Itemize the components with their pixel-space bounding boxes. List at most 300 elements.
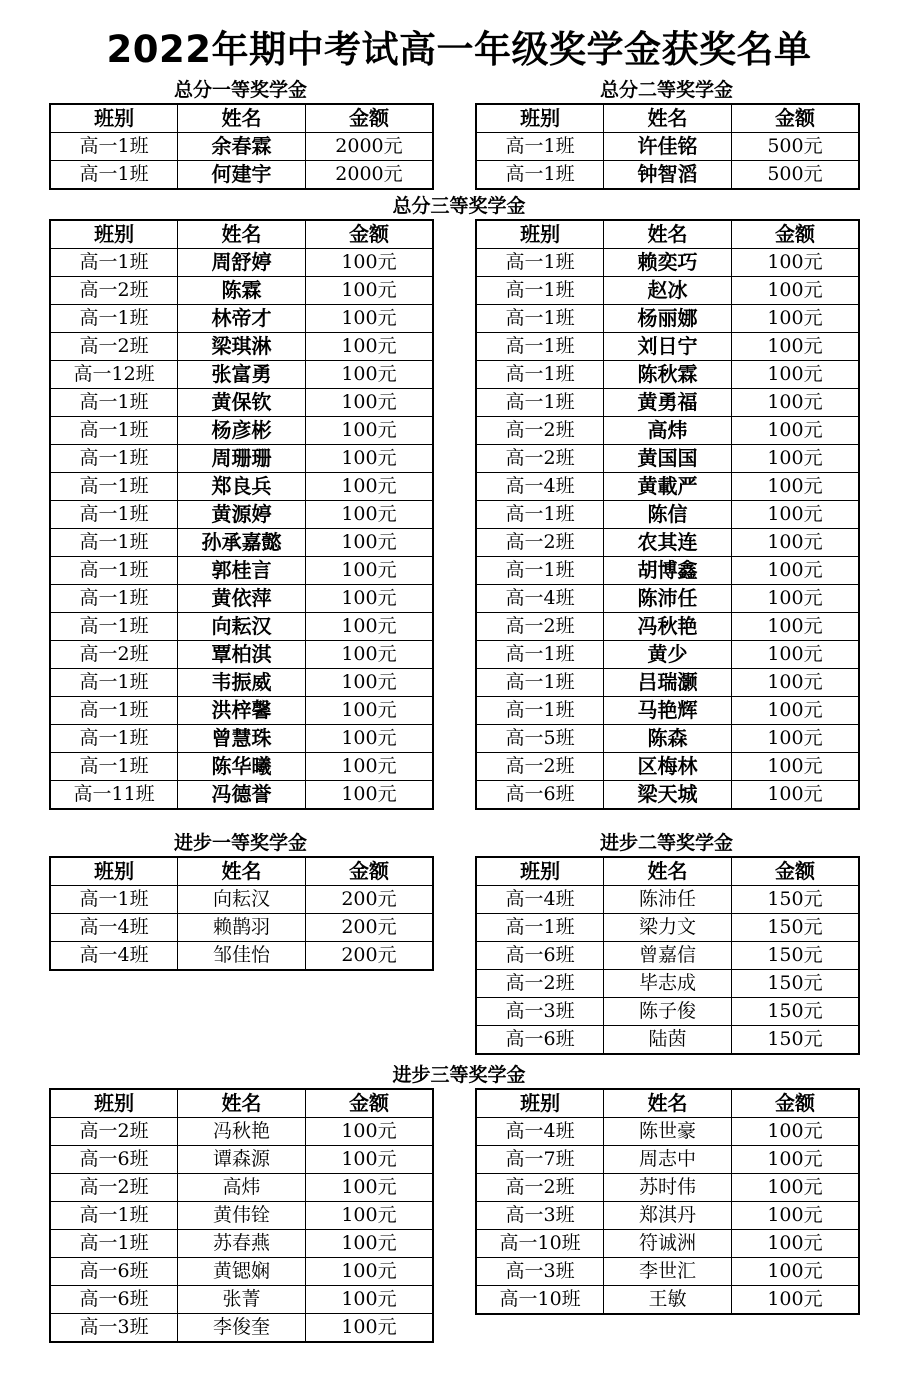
cell-name: 陈秋霖 [604, 361, 732, 389]
cell-class: 高一3班 [476, 1202, 604, 1230]
cell-amount: 100元 [731, 725, 859, 753]
cell-name: 张富勇 [178, 361, 306, 389]
cell-class: 高一2班 [50, 1118, 178, 1146]
cell-name: 曾嘉信 [604, 942, 732, 970]
cell-name: 黄保钦 [178, 389, 306, 417]
cell-amount: 100元 [305, 333, 433, 361]
header-name: 姓名 [604, 220, 732, 249]
cell-name: 马艳辉 [604, 697, 732, 725]
table-row [50, 641, 433, 669]
cell-amount: 100元 [731, 1258, 859, 1286]
cell-class: 高一11班 [50, 781, 178, 810]
cell-name: 黄锶娴 [178, 1258, 306, 1286]
cell-class: 高一2班 [50, 333, 178, 361]
cell-class: 高一1班 [476, 133, 604, 161]
cell-amount: 200元 [305, 886, 433, 914]
table-row [50, 1314, 433, 1343]
table-row [50, 697, 433, 725]
table-row [476, 1202, 859, 1230]
header-class: 班别 [476, 104, 604, 133]
cell-name: 郑良兵 [178, 473, 306, 501]
cell-amount: 100元 [731, 557, 859, 585]
cell-class: 高一1班 [476, 249, 604, 277]
table-row [476, 1230, 859, 1258]
cell-class: 高一6班 [476, 781, 604, 810]
cell-class: 高一1班 [476, 697, 604, 725]
table-row [476, 725, 859, 753]
cell-name: 黄源婷 [178, 501, 306, 529]
cell-amount: 2000元 [305, 161, 433, 190]
table-row [50, 277, 433, 305]
cell-class: 高一1班 [476, 333, 604, 361]
cell-amount: 100元 [731, 1286, 859, 1315]
cell-class: 高一1班 [50, 1230, 178, 1258]
cell-amount: 100元 [305, 1174, 433, 1202]
table-row [476, 914, 859, 942]
cell-amount: 200元 [305, 942, 433, 971]
cell-amount: 100元 [305, 557, 433, 585]
cell-amount: 100元 [731, 529, 859, 557]
cell-amount: 100元 [731, 1146, 859, 1174]
cell-class: 高一6班 [476, 1026, 604, 1055]
cell-class: 高一4班 [50, 914, 178, 942]
table-row [476, 361, 859, 389]
section-title-progress-third: 进步三等奖学金 [392, 1064, 526, 1086]
table-progress-third-left [49, 1088, 434, 1343]
header-class: 班别 [476, 1089, 604, 1118]
header-name: 姓名 [604, 857, 732, 886]
table-row [50, 1118, 433, 1146]
table-row [476, 473, 859, 501]
cell-name: 吕瑞灏 [604, 669, 732, 697]
cell-class: 高一4班 [476, 1118, 604, 1146]
header-amount: 金额 [731, 1089, 859, 1118]
header-amount: 金额 [305, 1089, 433, 1118]
table-row [476, 613, 859, 641]
cell-amount: 100元 [731, 501, 859, 529]
cell-name: 黄伟铨 [178, 1202, 306, 1230]
header-amount: 金额 [731, 857, 859, 886]
table-row [476, 557, 859, 585]
table-row [476, 886, 859, 914]
table-row [50, 249, 433, 277]
cell-class: 高一1班 [50, 585, 178, 613]
cell-class: 高一1班 [476, 161, 604, 190]
cell-class: 高一6班 [50, 1146, 178, 1174]
cell-class: 高一2班 [476, 445, 604, 473]
cell-amount: 100元 [731, 389, 859, 417]
table-total-third-right [475, 219, 860, 810]
header-amount: 金额 [305, 104, 433, 133]
cell-amount: 150元 [731, 998, 859, 1026]
cell-amount: 100元 [305, 305, 433, 333]
cell-class: 高一1班 [50, 389, 178, 417]
cell-amount: 100元 [731, 473, 859, 501]
cell-class: 高一1班 [50, 753, 178, 781]
cell-name: 黄国国 [604, 445, 732, 473]
cell-name: 黄依萍 [178, 585, 306, 613]
cell-class: 高一1班 [50, 1202, 178, 1230]
header-row [50, 857, 433, 886]
cell-class: 高一2班 [50, 641, 178, 669]
cell-amount: 100元 [731, 277, 859, 305]
cell-name: 区梅林 [604, 753, 732, 781]
cell-amount: 100元 [731, 417, 859, 445]
cell-amount: 100元 [731, 1230, 859, 1258]
cell-class: 高一6班 [50, 1286, 178, 1314]
cell-class: 高一1班 [476, 641, 604, 669]
cell-amount: 100元 [305, 1286, 433, 1314]
cell-class: 高一1班 [476, 389, 604, 417]
cell-amount: 100元 [305, 697, 433, 725]
table-row [476, 417, 859, 445]
cell-class: 高一2班 [476, 613, 604, 641]
cell-amount: 100元 [305, 753, 433, 781]
cell-class: 高一6班 [476, 942, 604, 970]
cell-name: 赖鹊羽 [178, 914, 306, 942]
header-row [476, 857, 859, 886]
cell-amount: 100元 [305, 473, 433, 501]
cell-name: 农其连 [604, 529, 732, 557]
cell-class: 高一1班 [476, 305, 604, 333]
table-row [476, 697, 859, 725]
table-row [476, 529, 859, 557]
cell-class: 高一1班 [50, 417, 178, 445]
cell-amount: 100元 [731, 753, 859, 781]
cell-name: 杨丽娜 [604, 305, 732, 333]
cell-name: 陈沛任 [604, 585, 732, 613]
cell-amount: 100元 [731, 1174, 859, 1202]
table-row [476, 781, 859, 810]
header-class: 班别 [50, 1089, 178, 1118]
cell-name: 梁天城 [604, 781, 732, 810]
cell-name: 何建宇 [178, 161, 306, 190]
cell-class: 高一1班 [50, 725, 178, 753]
table-row [50, 445, 433, 473]
cell-name: 陆茵 [604, 1026, 732, 1055]
cell-name: 冯德誉 [178, 781, 306, 810]
cell-amount: 100元 [731, 333, 859, 361]
cell-amount: 100元 [305, 529, 433, 557]
cell-class: 高一2班 [476, 529, 604, 557]
cell-class: 高一1班 [50, 886, 178, 914]
table-row [476, 585, 859, 613]
cell-name: 邹佳怡 [178, 942, 306, 971]
cell-name: 周珊珊 [178, 445, 306, 473]
table-row [476, 970, 859, 998]
cell-name: 冯秋艳 [178, 1118, 306, 1146]
cell-amount: 100元 [305, 613, 433, 641]
cell-amount: 150元 [731, 970, 859, 998]
table-row [476, 1258, 859, 1286]
cell-amount: 200元 [305, 914, 433, 942]
cell-amount: 100元 [305, 389, 433, 417]
cell-name: 赖奕巧 [604, 249, 732, 277]
table-row [50, 529, 433, 557]
section-title-total-third: 总分三等奖学金 [392, 195, 526, 217]
table-row [50, 305, 433, 333]
cell-class: 高一1班 [50, 249, 178, 277]
cell-class: 高一1班 [476, 669, 604, 697]
cell-name: 向耘汉 [178, 886, 306, 914]
cell-amount: 150元 [731, 1026, 859, 1055]
cell-name: 梁力文 [604, 914, 732, 942]
table-row [50, 417, 433, 445]
table-row [476, 501, 859, 529]
header-class: 班别 [50, 104, 178, 133]
header-amount: 金额 [731, 104, 859, 133]
cell-name: 毕志成 [604, 970, 732, 998]
table-row [50, 1202, 433, 1230]
table-row [476, 641, 859, 669]
cell-name: 高炜 [604, 417, 732, 445]
header-class: 班别 [476, 220, 604, 249]
cell-name: 赵冰 [604, 277, 732, 305]
cell-name: 曾慧珠 [178, 725, 306, 753]
cell-class: 高一2班 [476, 970, 604, 998]
cell-amount: 100元 [305, 1118, 433, 1146]
cell-name: 林帝才 [178, 305, 306, 333]
header-row [50, 104, 433, 133]
cell-name: 王敏 [604, 1286, 732, 1315]
table-row [50, 161, 433, 190]
cell-amount: 100元 [305, 669, 433, 697]
header-row [50, 1089, 433, 1118]
table-row [476, 277, 859, 305]
header-row [476, 104, 859, 133]
header-row [50, 220, 433, 249]
cell-class: 高一1班 [50, 613, 178, 641]
cell-class: 高一1班 [476, 501, 604, 529]
header-name: 姓名 [178, 1089, 306, 1118]
cell-amount: 100元 [305, 1230, 433, 1258]
table-row [50, 557, 433, 585]
cell-name: 郑淇丹 [604, 1202, 732, 1230]
cell-class: 高一2班 [476, 1174, 604, 1202]
header-name: 姓名 [604, 1089, 732, 1118]
cell-name: 李俊奎 [178, 1314, 306, 1343]
cell-amount: 100元 [731, 613, 859, 641]
cell-class: 高一6班 [50, 1258, 178, 1286]
table-row [476, 133, 859, 161]
cell-amount: 100元 [305, 249, 433, 277]
table-row [50, 725, 433, 753]
cell-name: 黄少 [604, 641, 732, 669]
cell-amount: 500元 [731, 133, 859, 161]
header-name: 姓名 [178, 104, 306, 133]
cell-class: 高一10班 [476, 1286, 604, 1315]
cell-class: 高一1班 [50, 161, 178, 190]
cell-name: 周舒婷 [178, 249, 306, 277]
header-amount: 金额 [305, 857, 433, 886]
table-row [476, 753, 859, 781]
table-row [50, 361, 433, 389]
cell-class: 高一2班 [476, 417, 604, 445]
cell-amount: 100元 [305, 417, 433, 445]
cell-amount: 100元 [305, 1314, 433, 1343]
cell-name: 苏时伟 [604, 1174, 732, 1202]
cell-name: 符诚洲 [604, 1230, 732, 1258]
table-row [50, 753, 433, 781]
table-row [476, 669, 859, 697]
cell-amount: 100元 [731, 305, 859, 333]
cell-name: 李世汇 [604, 1258, 732, 1286]
cell-class: 高一1班 [476, 557, 604, 585]
header-class: 班别 [50, 857, 178, 886]
header-class: 班别 [50, 220, 178, 249]
cell-amount: 100元 [305, 641, 433, 669]
cell-amount: 100元 [731, 445, 859, 473]
cell-name: 余春霖 [178, 133, 306, 161]
table-row [50, 942, 433, 971]
table-row [476, 305, 859, 333]
cell-amount: 100元 [731, 781, 859, 810]
table-total-first [49, 103, 434, 190]
cell-name: 陈森 [604, 725, 732, 753]
cell-class: 高一1班 [50, 133, 178, 161]
table-row [476, 161, 859, 190]
cell-amount: 100元 [305, 361, 433, 389]
cell-name: 韦振威 [178, 669, 306, 697]
table-row [476, 1286, 859, 1315]
table-row [50, 669, 433, 697]
cell-name: 周志中 [604, 1146, 732, 1174]
cell-class: 高一3班 [50, 1314, 178, 1343]
cell-name: 苏春燕 [178, 1230, 306, 1258]
cell-class: 高一1班 [50, 305, 178, 333]
section-title-total-first: 总分一等奖学金 [173, 79, 307, 101]
header-name: 姓名 [604, 104, 732, 133]
header-class: 班别 [476, 857, 604, 886]
cell-class: 高一4班 [476, 473, 604, 501]
cell-class: 高一1班 [50, 529, 178, 557]
header-amount: 金额 [305, 220, 433, 249]
cell-amount: 100元 [305, 1258, 433, 1286]
cell-amount: 100元 [731, 669, 859, 697]
table-total-second [475, 103, 860, 190]
cell-amount: 500元 [731, 161, 859, 190]
cell-name: 许佳铭 [604, 133, 732, 161]
cell-amount: 100元 [305, 585, 433, 613]
cell-class: 高一1班 [50, 557, 178, 585]
cell-amount: 100元 [731, 1202, 859, 1230]
table-row [476, 445, 859, 473]
header-row [476, 1089, 859, 1118]
cell-name: 郭桂言 [178, 557, 306, 585]
cell-class: 高一5班 [476, 725, 604, 753]
cell-amount: 150元 [731, 942, 859, 970]
table-row [50, 781, 433, 810]
cell-name: 钟智滔 [604, 161, 732, 190]
cell-name: 黄載严 [604, 473, 732, 501]
table-row [476, 249, 859, 277]
cell-name: 黄勇福 [604, 389, 732, 417]
cell-class: 高一1班 [476, 361, 604, 389]
page-title: 2022年期中考试高一年级奖学金获奖名单 [106, 28, 812, 71]
table-row [476, 942, 859, 970]
table-row [50, 886, 433, 914]
cell-amount: 100元 [305, 1202, 433, 1230]
cell-class: 高一7班 [476, 1146, 604, 1174]
table-row [476, 1146, 859, 1174]
cell-amount: 100元 [305, 725, 433, 753]
cell-amount: 100元 [731, 361, 859, 389]
table-row [50, 1286, 433, 1314]
section-title-total-second: 总分二等奖学金 [599, 79, 733, 101]
cell-class: 高一10班 [476, 1230, 604, 1258]
cell-class: 高一1班 [50, 445, 178, 473]
cell-amount: 150元 [731, 914, 859, 942]
cell-name: 覃柏淇 [178, 641, 306, 669]
section-title-progress-first: 进步一等奖学金 [173, 832, 307, 854]
cell-class: 高一1班 [476, 277, 604, 305]
cell-name: 陈霖 [178, 277, 306, 305]
table-row [50, 333, 433, 361]
table-progress-second [475, 856, 860, 1055]
cell-name: 陈华曦 [178, 753, 306, 781]
cell-class: 高一3班 [476, 998, 604, 1026]
table-row [476, 389, 859, 417]
cell-amount: 100元 [731, 249, 859, 277]
table-row [50, 914, 433, 942]
cell-class: 高一1班 [50, 697, 178, 725]
cell-amount: 150元 [731, 886, 859, 914]
cell-name: 孙承嘉懿 [178, 529, 306, 557]
cell-amount: 100元 [731, 697, 859, 725]
table-row [50, 613, 433, 641]
cell-name: 冯秋艳 [604, 613, 732, 641]
cell-amount: 2000元 [305, 133, 433, 161]
cell-amount: 100元 [731, 585, 859, 613]
cell-name: 杨彦彬 [178, 417, 306, 445]
table-progress-first [49, 856, 434, 971]
cell-class: 高一1班 [50, 669, 178, 697]
cell-class: 高一2班 [50, 1174, 178, 1202]
cell-name: 陈沛任 [604, 886, 732, 914]
cell-class: 高一4班 [476, 585, 604, 613]
cell-name: 陈世豪 [604, 1118, 732, 1146]
cell-amount: 100元 [731, 641, 859, 669]
cell-amount: 100元 [305, 445, 433, 473]
table-row [50, 1174, 433, 1202]
cell-name: 谭森源 [178, 1146, 306, 1174]
cell-class: 高一1班 [50, 473, 178, 501]
cell-name: 张菁 [178, 1286, 306, 1314]
cell-class: 高一1班 [476, 914, 604, 942]
cell-amount: 100元 [731, 1118, 859, 1146]
table-row [476, 333, 859, 361]
header-name: 姓名 [178, 220, 306, 249]
cell-name: 陈子俊 [604, 998, 732, 1026]
cell-amount: 100元 [305, 1146, 433, 1174]
header-row [476, 220, 859, 249]
cell-name: 刘日宁 [604, 333, 732, 361]
cell-class: 高一2班 [476, 753, 604, 781]
cell-amount: 100元 [305, 501, 433, 529]
cell-class: 高一1班 [50, 501, 178, 529]
cell-name: 胡博鑫 [604, 557, 732, 585]
cell-amount: 100元 [305, 277, 433, 305]
cell-name: 高炜 [178, 1174, 306, 1202]
table-row [50, 133, 433, 161]
table-row [50, 389, 433, 417]
cell-class: 高一4班 [50, 942, 178, 971]
cell-name: 洪梓馨 [178, 697, 306, 725]
table-row [50, 585, 433, 613]
cell-amount: 100元 [305, 781, 433, 810]
table-progress-third-right [475, 1088, 860, 1315]
table-row [476, 1026, 859, 1055]
